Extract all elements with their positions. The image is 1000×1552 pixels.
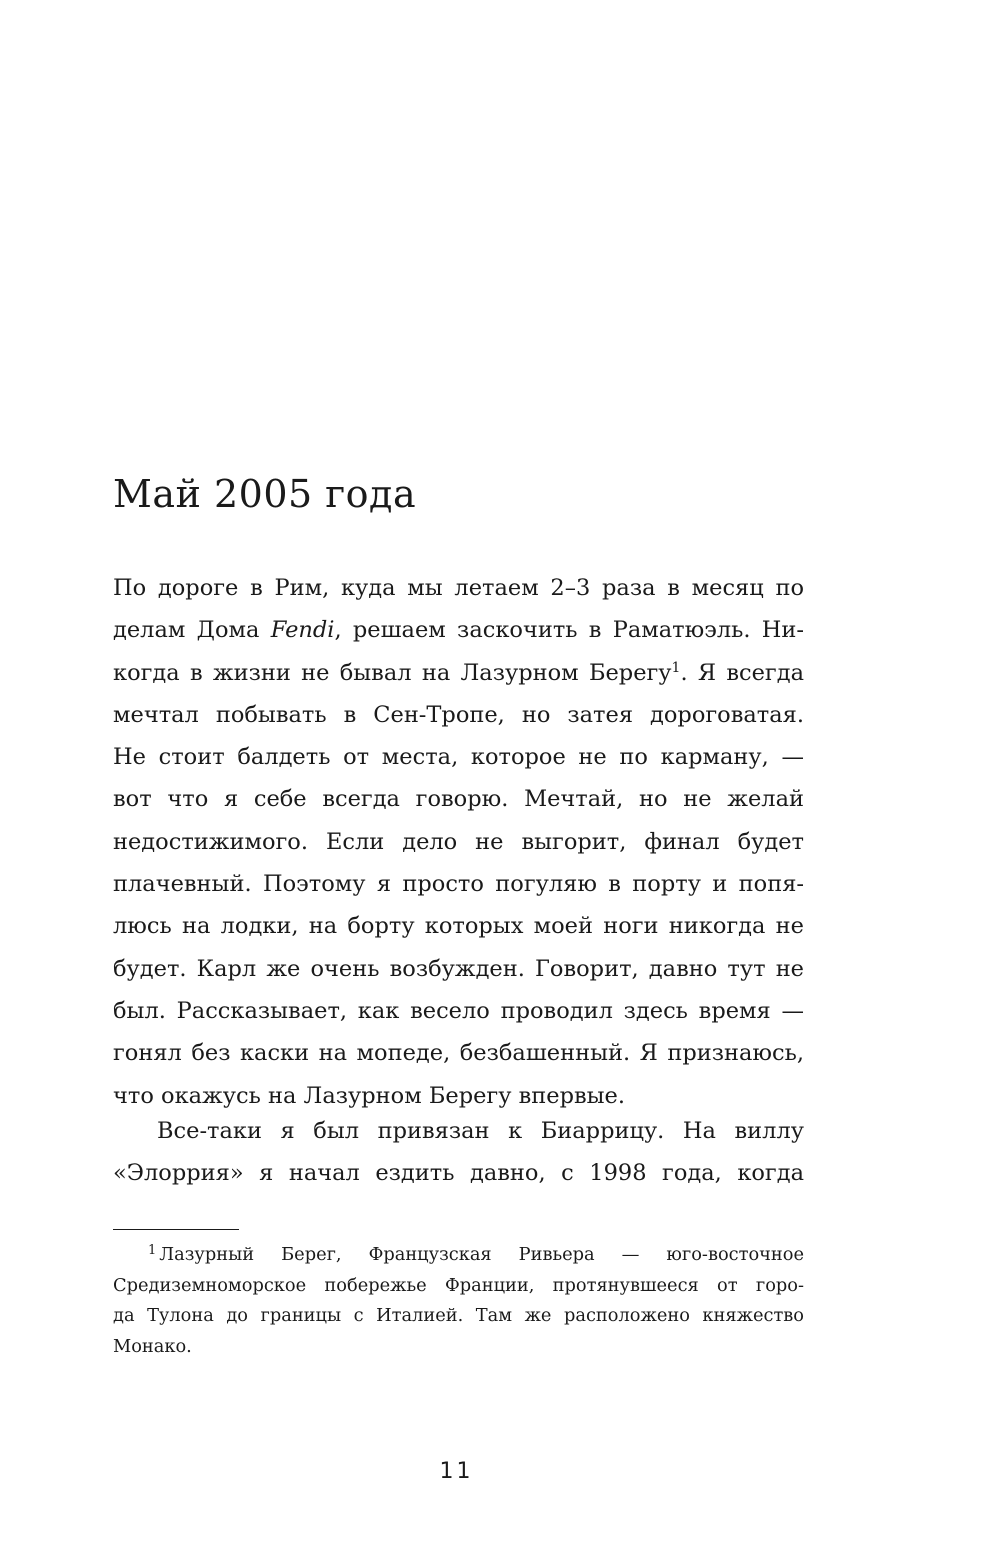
text-fragment: , решаем заскочить в Раматюэль. Ни- — [334, 617, 805, 644]
footnote-divider — [113, 1229, 239, 1230]
text-line: плачевный. Поэтому я просто погуляю в порту и попя- — [113, 871, 804, 898]
footnote-reference[interactable]: 1 — [671, 659, 681, 676]
paragraph-1 — [113, 567, 804, 1117]
page-number: 11 — [439, 1459, 474, 1484]
text-fragment: когда в жизни не бывал на Лазурном Берегу — [113, 659, 672, 686]
text-fragment: делам Дома — [113, 617, 271, 644]
footnote — [113, 1240, 804, 1362]
chapter-heading: Май 2005 года — [113, 472, 417, 516]
text-line: был. Рассказывает, как весело проводил здесь время — — [113, 997, 804, 1024]
text-line: вот что я себе всегда говорю. Мечтай, но не желай — [113, 786, 804, 813]
text-line: что окажусь на Лазурном Берегу впервые. — [113, 1082, 626, 1109]
brand-name-italic: Fendi — [270, 617, 335, 644]
text-line: гонял без каски на мопеде, безбашенный. Я признаюсь, — [113, 1040, 804, 1067]
text-line — [113, 652, 804, 694]
footnote-text: Лазурный Берег, Французская Ривьера — юго-восточное — [159, 1244, 804, 1265]
paragraph-2 — [113, 1110, 804, 1195]
footnote-line: Средиземноморское побережье Франции, протянувшееся от горо- — [113, 1274, 804, 1296]
text-line: мечтал побывать в Сен-Тропе, но затея дороговатая. — [113, 701, 804, 728]
text-line: люсь на лодки, на борту которых моей ноги никогда не — [113, 913, 804, 940]
text-line: будет. Карл же очень возбужден. Говорит, давно тут не — [113, 955, 804, 982]
text-line: «Элоррия» я начал ездить давно, с 1998 года, когда — [113, 1160, 804, 1187]
text-line: Не стоит балдеть от места, которое не по карману, — — [113, 744, 804, 771]
text-line: недостижимого. Если дело не выгорит, финал будет — [113, 828, 804, 855]
footnote-marker: 1 — [148, 1243, 157, 1258]
text-line: Все-таки я был привязан к Биаррицу. На виллу — [157, 1118, 804, 1144]
footnote-line: да Тулона до границы с Италией. Там же расположено княжество — [113, 1305, 804, 1326]
text-fragment: . Я всегда — [680, 659, 804, 686]
footnote-line — [113, 1240, 804, 1271]
footnote-line: Монако. — [113, 1335, 192, 1357]
text-line — [113, 609, 804, 651]
text-line: По дороге в Рим, куда мы летаем 2–3 раза в месяц по — [113, 575, 804, 601]
